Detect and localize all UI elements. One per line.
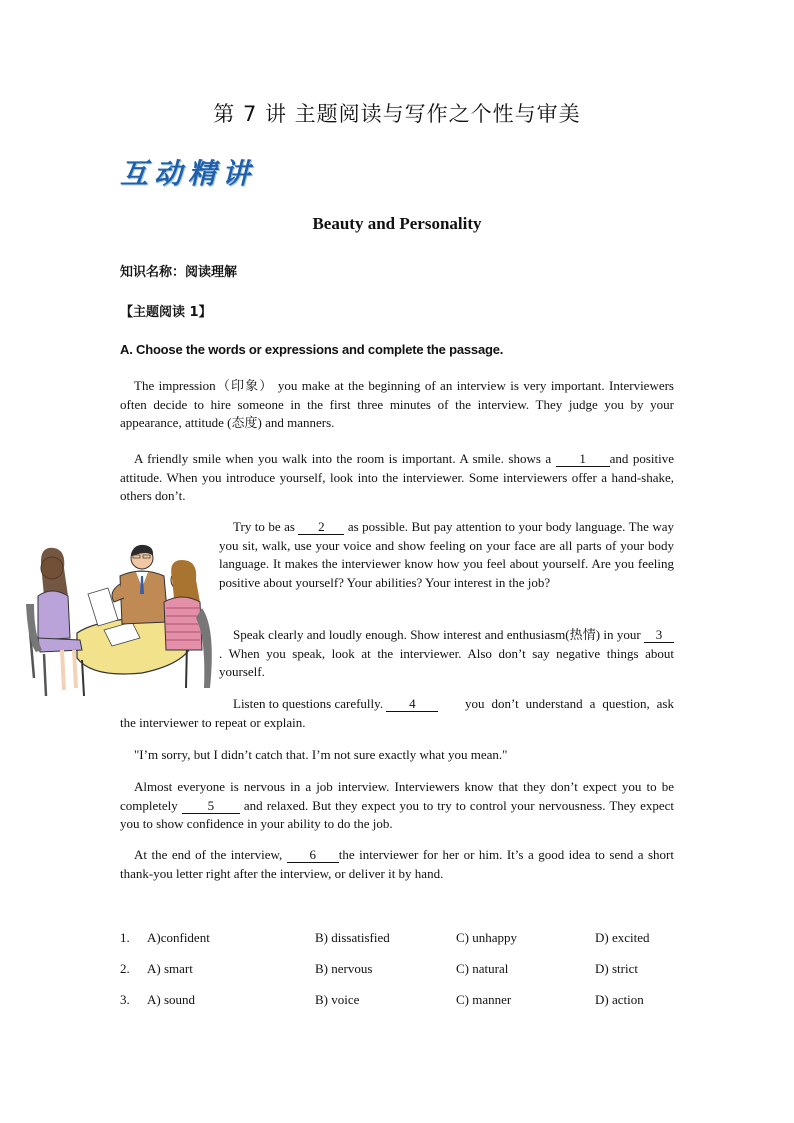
option-b[interactable]: B) voice [315,992,360,1007]
paragraph-1: The impression（印象） you make at the beginning of an interview is very important. Interviewers often decide to hire someone in the first three minutes of the interview. They judge you by your appearance, attitude (态度) and manners. [120,378,674,430]
page-title: 第 7 讲 主题阅读与写作之个性与审美 [213,102,581,126]
option-c[interactable]: C) manner [456,992,512,1007]
option-d[interactable]: D) excited [595,930,650,945]
blank-3[interactable]: 3 [644,628,674,643]
option-c[interactable]: C) unhappy [456,930,518,945]
option-a[interactable]: A) smart [147,961,193,976]
question-number: 3. [120,992,130,1007]
paragraph-5-line1: Listen to questions carefully. 4 [219,695,674,714]
option-a[interactable]: A) sound [147,992,196,1007]
paragraph-6: "I’m sorry, but I didn’t catch that. I’m not sure exactly what you mean." [134,747,508,762]
instruction: A. Choose the words or expressions and complete the passage. [120,342,504,357]
option-c[interactable]: C) natural [456,961,509,976]
option-b[interactable]: B) dissatisfied [315,930,390,945]
reading-label: 【主题阅读 1】 [120,305,212,320]
paragraph-5: you don’t understand a question, ask the interviewer to repeat or explain. [120,696,674,730]
paragraph-7: Almost everyone is nervous in a job interview. Interviewers know that they don’t expect you to be completely 5 and relaxed. But they expect you to try to control your nervousness. They expect you to show confidence in your ability to do the job. [120,779,675,831]
question-2 [120,961,680,992]
question-number: 1. [120,930,130,945]
question-number: 2. [120,961,130,976]
paragraph-3: Try to be as 2 as possible. But pay attention to your body language. The way you sit, walk, use your voice and show feeling on your face are all parts of your body language. It makes the interviewer know how you feel about yourself. Are you feeling positive about yourself? Your abilities? Your interest in the job? [219,519,674,590]
option-d[interactable]: D) action [595,992,644,1007]
section-banner: 互动精讲 [120,157,257,190]
question-1 [120,930,680,961]
paragraph-8: At the end of the interview, 6 the interviewer for her or him. It’s a good idea to send a short thank-you letter right after the interview, or deliver it by hand. [120,847,674,881]
option-d[interactable]: D) strict [595,961,638,976]
blank-4[interactable]: 4 [386,697,438,712]
interview-illustration [22,538,218,698]
paragraph-2: A friendly smile when you walk into the room is important. A smile. shows a 1 and positive attitude. When you introduce yourself, look into the interviewer. Some interviewers offer a hand-shake, others don’t. [120,451,674,503]
question-3 [120,992,680,1023]
question-list [120,930,680,1023]
option-b[interactable]: B) nervous [315,961,373,976]
blank-1[interactable]: 1 [556,452,610,467]
blank-6[interactable]: 6 [287,848,339,863]
blank-5[interactable]: 5 [182,799,240,814]
option-a[interactable]: A)confident [147,930,210,945]
knowledge-label: 知识名称：阅读理解 [120,265,238,280]
blank-2[interactable]: 2 [298,520,344,535]
paragraph-4: Speak clearly and loudly enough. Show interest and enthusiasm(热情) in your 3. When you speak, look at the interviewer. Also don’t say negative things about yourself. [219,627,674,679]
passage-title: Beauty and Personality [312,214,482,233]
